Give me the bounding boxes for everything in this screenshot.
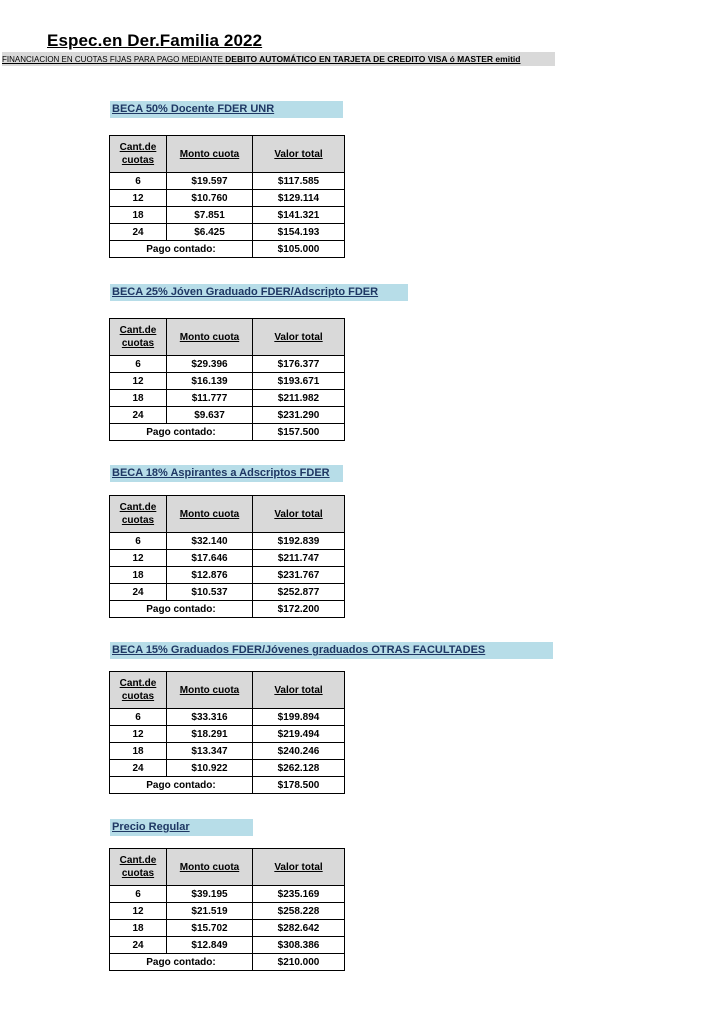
- table-row: [110, 407, 345, 424]
- table-row: [110, 533, 345, 550]
- cell-cuotas: 24: [110, 584, 167, 601]
- section-header-beca-18: BECA 18% Aspirantes a Adscriptos FDER: [110, 465, 343, 482]
- contado-label: Pago contado:: [110, 424, 253, 441]
- section-header-beca-50: BECA 50% Docente FDER UNR: [110, 101, 343, 118]
- cell-cuotas: 12: [110, 373, 167, 390]
- cell-monto: $33.316: [167, 709, 253, 726]
- contado-label: Pago contado:: [110, 954, 253, 971]
- cell-valor: $117.585: [253, 173, 345, 190]
- cell-cuotas: 24: [110, 937, 167, 954]
- table-row: [110, 886, 345, 903]
- cell-monto: $21.519: [167, 903, 253, 920]
- table-row: [110, 356, 345, 373]
- cell-valor: $252.877: [253, 584, 345, 601]
- cell-valor: $141.321: [253, 207, 345, 224]
- cell-valor: $282.642: [253, 920, 345, 937]
- cell-valor: $129.114: [253, 190, 345, 207]
- cell-valor: $235.169: [253, 886, 345, 903]
- cell-cuotas: 6: [110, 533, 167, 550]
- header-cuotas: Cant.de cuotas: [110, 319, 167, 356]
- cell-valor: $231.767: [253, 567, 345, 584]
- cell-cuotas: 12: [110, 190, 167, 207]
- cell-cuotas: 6: [110, 886, 167, 903]
- cell-monto: $9.637: [167, 407, 253, 424]
- cell-cuotas: 12: [110, 550, 167, 567]
- header-cuotas: Cant.de cuotas: [110, 496, 167, 533]
- total-row: [110, 241, 345, 258]
- header-monto: Monto cuota: [167, 319, 253, 356]
- table-row: [110, 760, 345, 777]
- cell-valor: $308.386: [253, 937, 345, 954]
- table-header-row: [110, 849, 345, 886]
- cell-valor: $240.246: [253, 743, 345, 760]
- table-row: [110, 743, 345, 760]
- contado-value: $105.000: [253, 241, 345, 258]
- cell-monto: $7.851: [167, 207, 253, 224]
- total-row: [110, 954, 345, 971]
- total-row: [110, 601, 345, 618]
- financing-subtitle: [2, 52, 555, 66]
- header-monto: Monto cuota: [167, 849, 253, 886]
- table-row: [110, 726, 345, 743]
- header-valor: Valor total: [253, 136, 345, 173]
- cell-monto: $11.777: [167, 390, 253, 407]
- table-row: [110, 567, 345, 584]
- header-cuotas: Cant.de cuotas: [110, 849, 167, 886]
- contado-value: $172.200: [253, 601, 345, 618]
- table-row: [110, 173, 345, 190]
- cell-cuotas: 12: [110, 726, 167, 743]
- table-row: [110, 903, 345, 920]
- table-row: [110, 190, 345, 207]
- table-header-row: [110, 672, 345, 709]
- cell-monto: $17.646: [167, 550, 253, 567]
- subtitle-bold: DEBITO AUTOMÁTICO EN TARJETA DE CREDITO VISA ó MASTER emitid: [225, 54, 521, 64]
- section-header-beca-15: BECA 15% Graduados FDER/Jóvenes graduados OTRAS FACULTADES: [110, 642, 553, 659]
- pricing-table-beca-15: [109, 671, 345, 794]
- section-header-beca-25: BECA 25% Jóven Graduado FDER/Adscripto FDER: [110, 284, 408, 301]
- pricing-table-beca-25: [109, 318, 345, 441]
- contado-label: Pago contado:: [110, 241, 253, 258]
- cell-cuotas: 18: [110, 920, 167, 937]
- cell-monto: $12.876: [167, 567, 253, 584]
- cell-cuotas: 18: [110, 207, 167, 224]
- header-valor: Valor total: [253, 849, 345, 886]
- table-header-row: [110, 136, 345, 173]
- cell-valor: $176.377: [253, 356, 345, 373]
- table-row: [110, 390, 345, 407]
- cell-valor: $231.290: [253, 407, 345, 424]
- cell-valor: $199.894: [253, 709, 345, 726]
- pricing-table-beca-18: [109, 495, 345, 618]
- table-header-row: [110, 319, 345, 356]
- header-valor: Valor total: [253, 319, 345, 356]
- cell-cuotas: 24: [110, 760, 167, 777]
- cell-valor: $219.494: [253, 726, 345, 743]
- cell-valor: $193.671: [253, 373, 345, 390]
- cell-cuotas: 24: [110, 224, 167, 241]
- cell-valor: $154.193: [253, 224, 345, 241]
- pricing-table-precio-regular: [109, 848, 345, 971]
- cell-monto: $18.291: [167, 726, 253, 743]
- total-row: [110, 777, 345, 794]
- cell-monto: $16.139: [167, 373, 253, 390]
- total-row: [110, 424, 345, 441]
- cell-valor: $211.982: [253, 390, 345, 407]
- cell-monto: $12.849: [167, 937, 253, 954]
- cell-valor: $258.228: [253, 903, 345, 920]
- cell-cuotas: 18: [110, 390, 167, 407]
- table-row: [110, 709, 345, 726]
- cell-cuotas: 6: [110, 709, 167, 726]
- cell-monto: $15.702: [167, 920, 253, 937]
- pricing-table-beca-50: [109, 135, 345, 258]
- cell-valor: $262.128: [253, 760, 345, 777]
- cell-valor: $211.747: [253, 550, 345, 567]
- header-monto: Monto cuota: [167, 672, 253, 709]
- cell-cuotas: 18: [110, 743, 167, 760]
- cell-monto: $6.425: [167, 224, 253, 241]
- cell-monto: $13.347: [167, 743, 253, 760]
- header-monto: Monto cuota: [167, 136, 253, 173]
- header-valor: Valor total: [253, 496, 345, 533]
- section-header-precio-regular: Precio Regular: [110, 819, 253, 836]
- cell-cuotas: 6: [110, 173, 167, 190]
- cell-monto: $10.922: [167, 760, 253, 777]
- cell-monto: $19.597: [167, 173, 253, 190]
- contado-value: $210.000: [253, 954, 345, 971]
- table-row: [110, 207, 345, 224]
- cell-cuotas: 12: [110, 903, 167, 920]
- document-title: Espec.en Der.Familia 2022: [47, 31, 263, 50]
- cell-monto: $32.140: [167, 533, 253, 550]
- cell-monto: $10.537: [167, 584, 253, 601]
- subtitle-plain: FINANCIACION EN CUOTAS FIJAS PARA PAGO MEDIANTE: [2, 55, 226, 64]
- cell-monto: $29.396: [167, 356, 253, 373]
- header-cuotas: Cant.de cuotas: [110, 672, 167, 709]
- cell-cuotas: 6: [110, 356, 167, 373]
- table-row: [110, 920, 345, 937]
- cell-monto: $10.760: [167, 190, 253, 207]
- table-row: [110, 224, 345, 241]
- cell-valor: $192.839: [253, 533, 345, 550]
- table-row: [110, 550, 345, 567]
- cell-cuotas: 24: [110, 407, 167, 424]
- cell-cuotas: 18: [110, 567, 167, 584]
- table-row: [110, 373, 345, 390]
- table-row: [110, 584, 345, 601]
- table-row: [110, 937, 345, 954]
- contado-label: Pago contado:: [110, 777, 253, 794]
- table-header-row: [110, 496, 345, 533]
- header-valor: Valor total: [253, 672, 345, 709]
- header-monto: Monto cuota: [167, 496, 253, 533]
- contado-label: Pago contado:: [110, 601, 253, 618]
- cell-monto: $39.195: [167, 886, 253, 903]
- header-cuotas: Cant.de cuotas: [110, 136, 167, 173]
- contado-value: $157.500: [253, 424, 345, 441]
- contado-value: $178.500: [253, 777, 345, 794]
